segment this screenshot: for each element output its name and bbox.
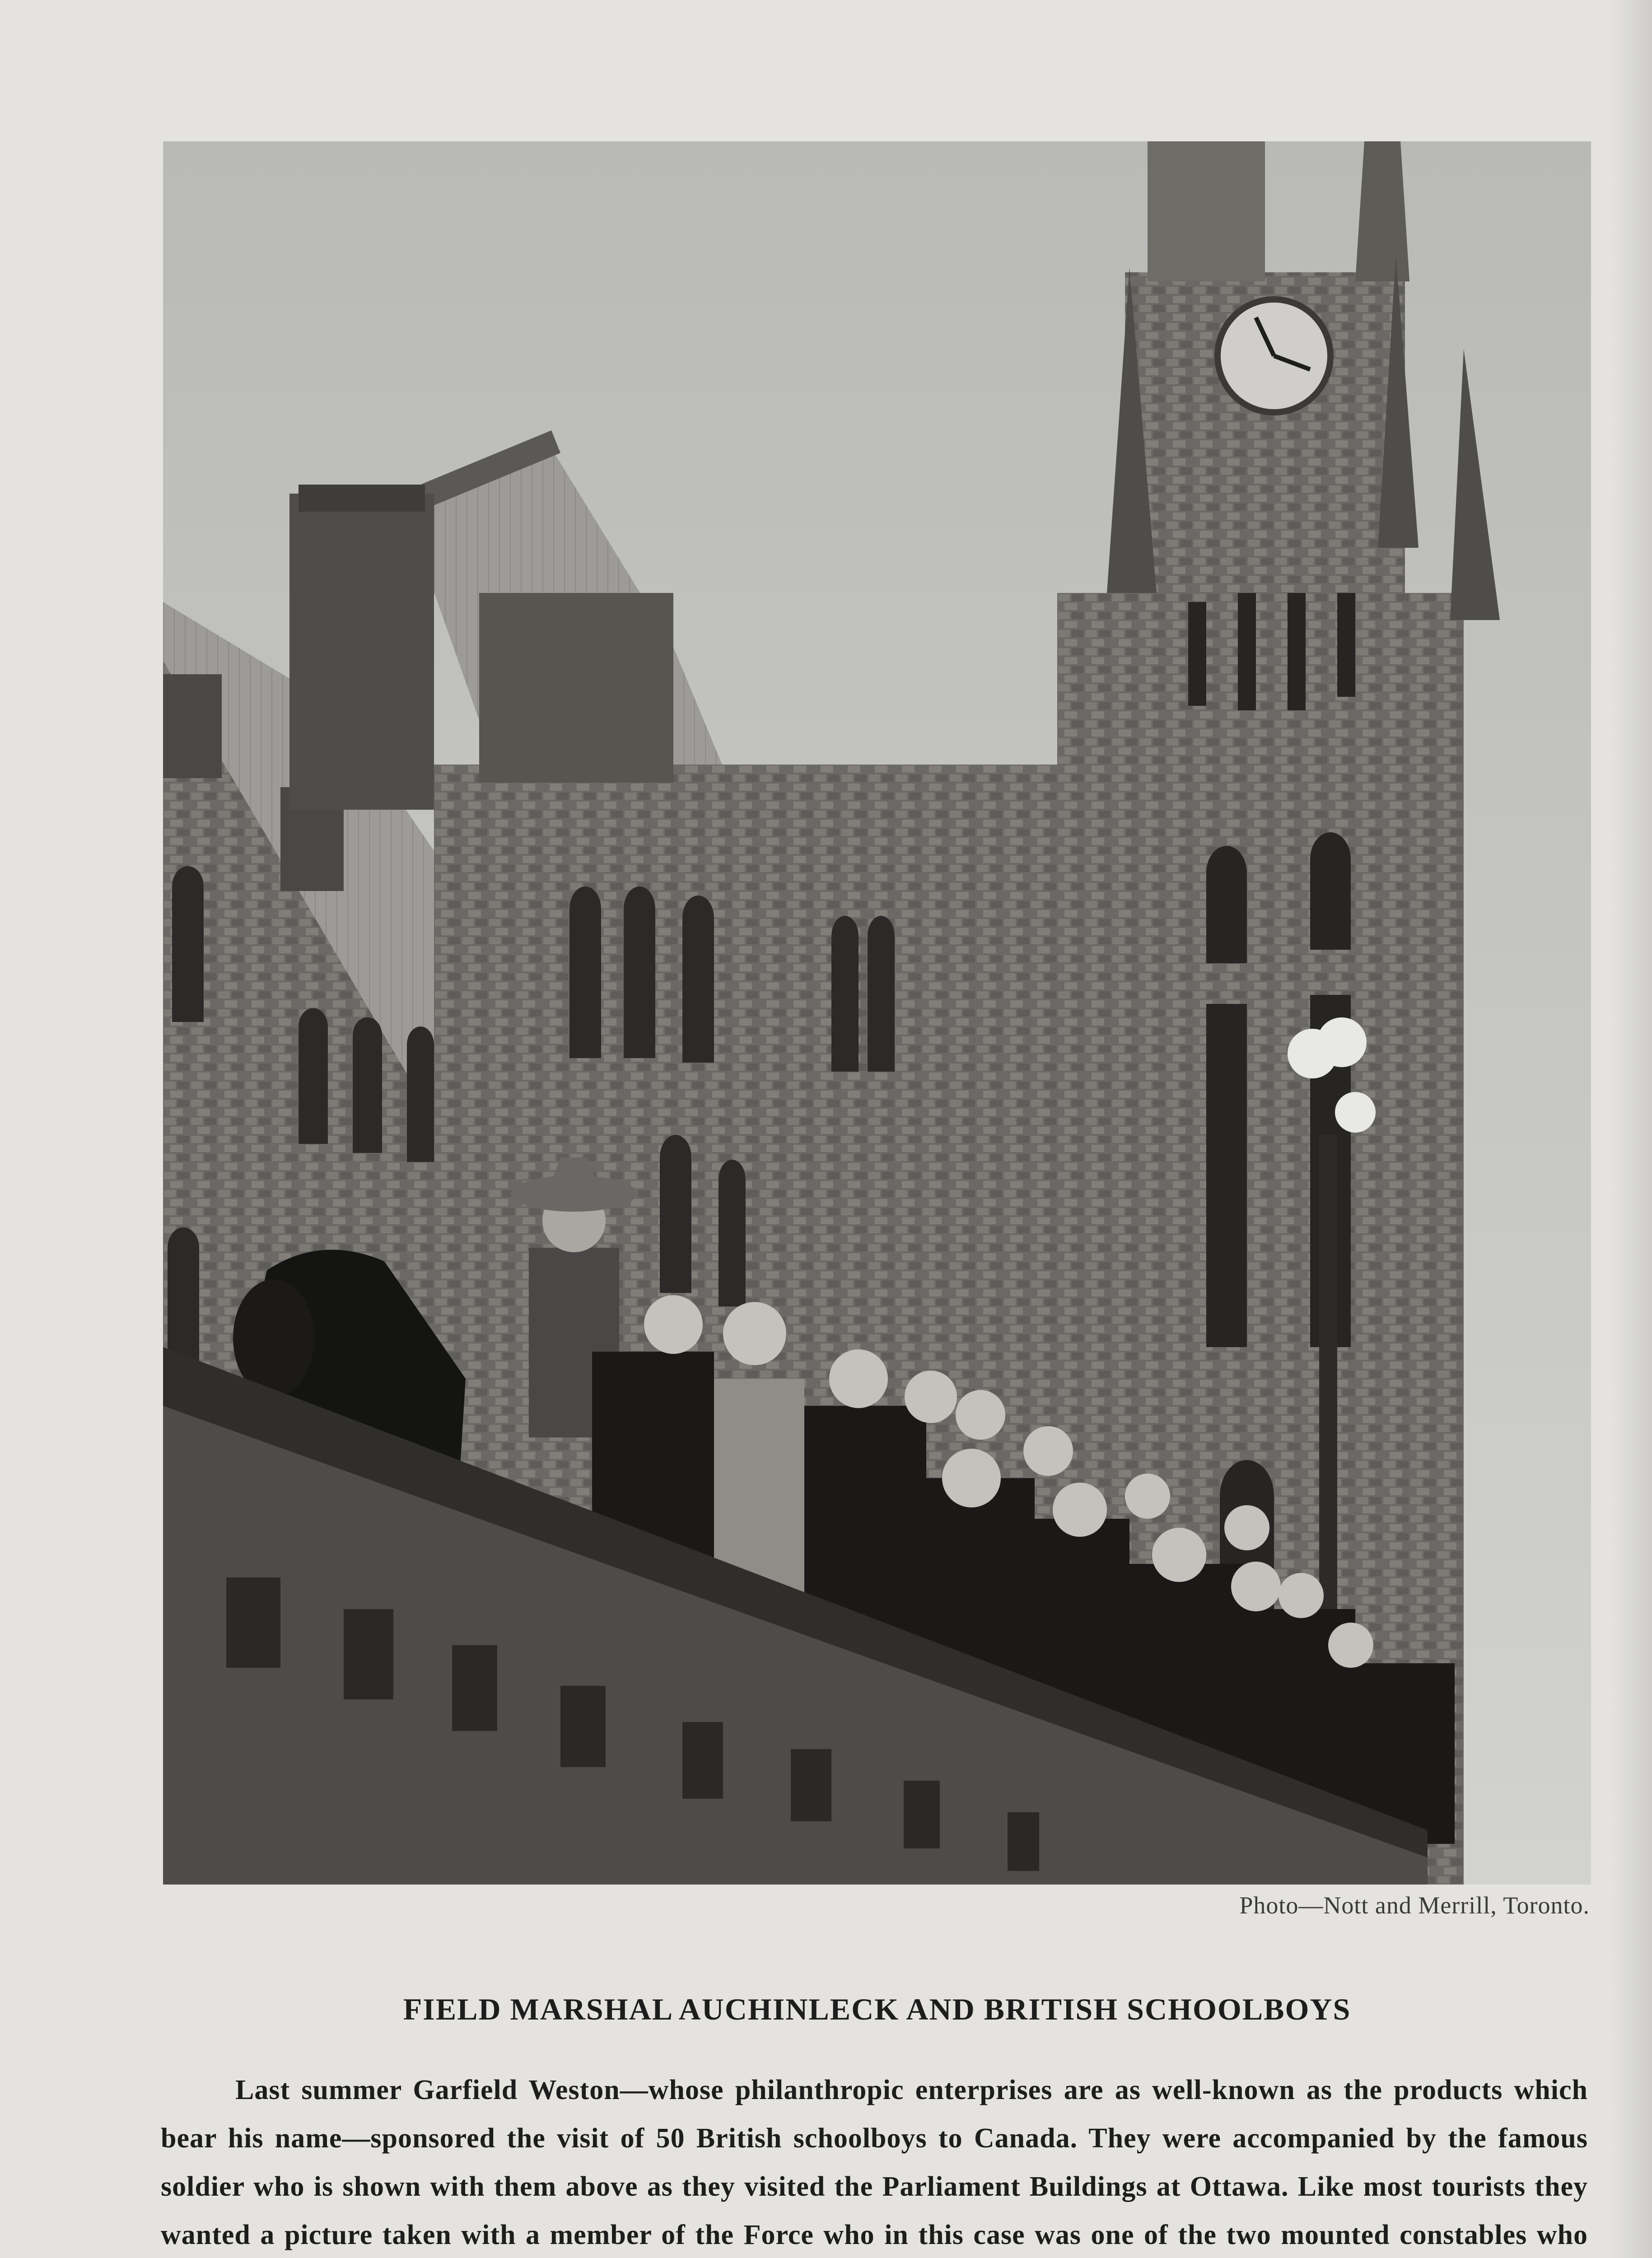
caption-body: Last summer Garfield Weston—whose philanthropic enterprises are as well-known as the products which bear his name—sponsored the visit of 50 British schoolboys to Canada. They were accompanied by the famous soldier who is shown with them above as they visited the Parliament Buildings at Ottawa. Like most tourists they wanted a picture taken with a member of the Force who in this case was one of the two mounted constables who [161, 2075, 1588, 2250]
page-edge-shadow [1611, 0, 1652, 2258]
caption-title: FIELD MARSHAL AUCHINLECK AND BRITISH SCHOOLBOYS [403, 1992, 1351, 2026]
photograph [163, 141, 1591, 1885]
photo-credit: Photo—Nott and Merrill, Toronto. [1239, 1892, 1590, 1919]
